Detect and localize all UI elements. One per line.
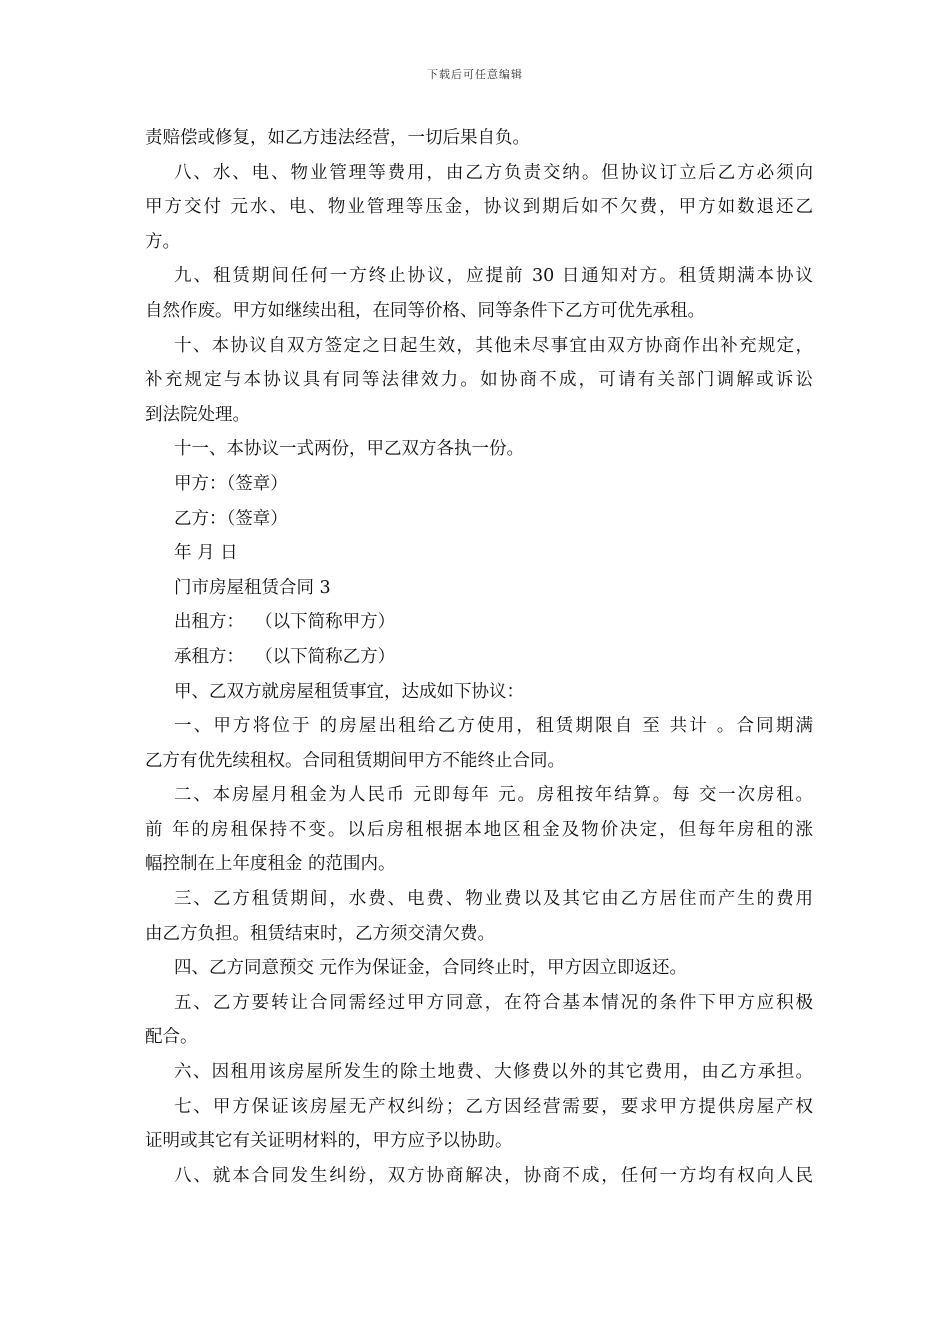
text-line: 补充规定与本协议具有同等法律效力。如协商不成，可请有关部门调解或诉讼 bbox=[145, 370, 813, 391]
text-line: 八、就本合同发生纠纷，双方协商解决，协商不成，任何一方均有权向人民 bbox=[174, 1165, 813, 1186]
text-line: 乙方有优先续租权。合同租赁期间甲方不能终止合同。 bbox=[145, 750, 565, 771]
text-line: 五、乙方要转让合同需经过甲方同意，在符合基本情况的条件下甲方应积极 bbox=[174, 992, 813, 1013]
lessor-line: 出租方： （以下简称甲方） bbox=[174, 612, 396, 633]
text-line: 八、水、电、物业管理等费用，由乙方负责交纳。但协议订立后乙方必须向 bbox=[174, 162, 813, 183]
contract-title: 门市房屋租赁合同 3 bbox=[174, 577, 331, 598]
text-line: 十一、本协议一式两份，甲乙双方各执一份。 bbox=[174, 439, 524, 460]
document-body bbox=[145, 121, 813, 1193]
party-a-signature-line: 甲方：（签章） bbox=[174, 473, 288, 494]
text-line: 十、本协议自双方签定之日起生效，其他未尽事宜由双方协商作出补充规定， bbox=[174, 335, 813, 356]
text-line: 六、因租用该房屋所发生的除土地费、大修费以外的其它费用，由乙方承担。 bbox=[174, 1062, 813, 1083]
text-line: 方。 bbox=[145, 231, 180, 252]
text-line: 甲方交付 元水、电、物业管理等压金，协议到期后如不欠费，甲方如数退还乙 bbox=[145, 197, 813, 218]
text-line: 前 年的房租保持不变。以后房租根据本地区租金及物价决定，但每年房租的涨 bbox=[145, 819, 813, 840]
date-line: 年 月 日 bbox=[174, 543, 238, 564]
text-line: 配合。 bbox=[145, 1027, 198, 1048]
text-line: 三、乙方租赁期间，水费、电费、物业费以及其它由乙方居住而产生的费用 bbox=[174, 889, 813, 910]
text-line: 七、甲方保证该房屋无产权纠纷；乙方因经营需要，要求甲方提供房屋产权 bbox=[174, 1096, 813, 1117]
text-line: 九、租赁期间任何一方终止协议，应提前 30 日通知对方。租赁期满本协议 bbox=[174, 266, 813, 287]
text-line: 证明或其它有关证明材料的，甲方应予以协助。 bbox=[145, 1131, 513, 1152]
lessee-line: 承租方： （以下简称乙方） bbox=[174, 646, 396, 667]
text-line: 二、本房屋月租金为人民币 元即每年 元。房租按年结算。每 交一次房租。 bbox=[174, 785, 813, 806]
text-line: 甲、乙双方就房屋租赁事宜，达成如下协议： bbox=[174, 681, 524, 702]
text-line: 幅控制在上年度租金 的范围内。 bbox=[145, 854, 396, 875]
text-line: 四、乙方同意预交 元作为保证金，合同终止时，甲方因立即返还。 bbox=[174, 958, 688, 979]
text-line: 责赔偿或修复，如乙方违法经营，一切后果自负。 bbox=[145, 128, 530, 148]
text-line: 由乙方负担。租赁结束时，乙方须交清欠费。 bbox=[145, 923, 495, 944]
text-line: 到法院处理。 bbox=[145, 404, 250, 425]
page-header-note: 下载后可任意编辑 bbox=[427, 68, 523, 81]
party-b-signature-line: 乙方：（签章） bbox=[174, 508, 288, 529]
text-line: 自然作废。甲方如继续出租，在同等价格、同等条件下乙方可优先承租。 bbox=[145, 300, 705, 321]
text-line: 一、甲方将位于 的房屋出租给乙方使用，租赁期限自 至 共计 。合同期满 bbox=[174, 716, 813, 737]
